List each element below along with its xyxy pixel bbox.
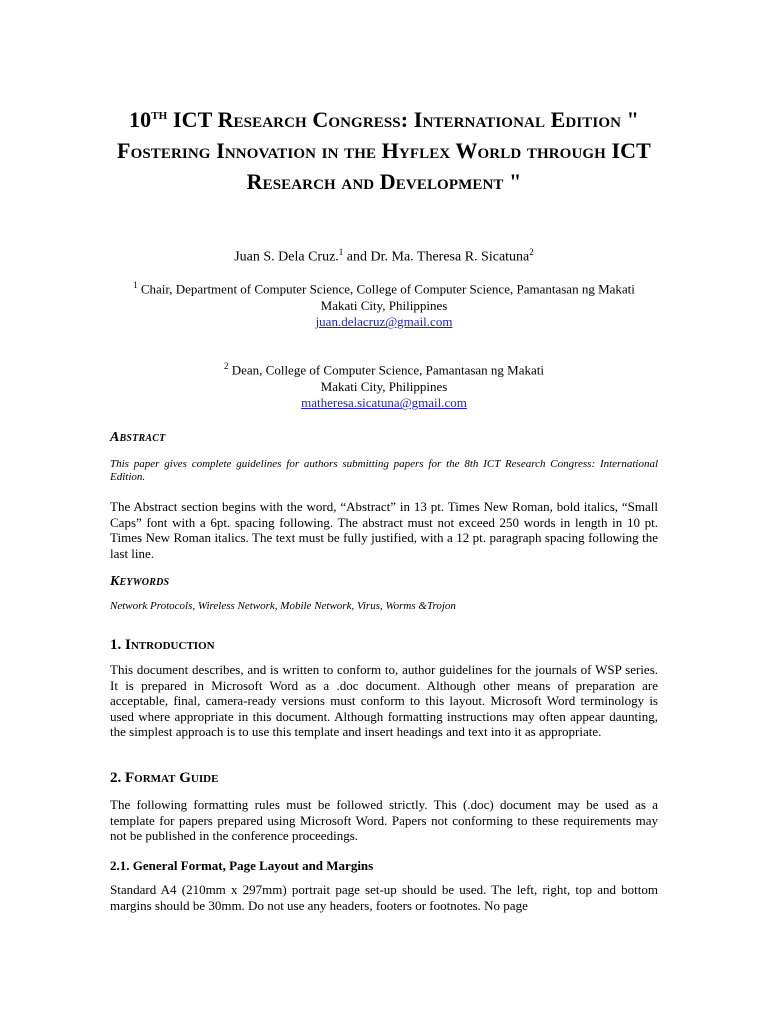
author-line (110, 243, 658, 267)
affiliation-2 (110, 358, 658, 412)
format-guide-body: The following formatting rules must be followed strictly. This (.doc) document may be used as a template for papers prepared using Microsoft Word. Papers not conforming to these requirements may not be published in the conference proceedings. (110, 797, 658, 843)
affiliation-1-line1: Chair, Department of Computer Science, College of Computer Science, Pamantasan ng Makati (137, 281, 635, 297)
author-2: and Dr. Ma. Theresa R. Sicatuna (343, 249, 530, 265)
affiliation-2-city: Makati City, Philippines (320, 378, 448, 394)
affiliation-2-dept (110, 358, 658, 379)
title-superscript: TH (151, 110, 168, 122)
introduction-body: This document describes, and is written to conform to, author guidelines for the journals of WSP series. It is prepared in Microsoft Word as a .doc document. Although other means of preparation are acceptable, final, camera-ready versions must conform to this layout. Microsoft Word terminology is used where appropriate in this document. Although formatting instructions may often appear daunting, the simplest approach is to use this template and insert headings and text into it as appropriate. (110, 662, 658, 739)
affiliation-1-sup: 1 (133, 280, 138, 290)
affiliation-1-dept (110, 277, 658, 298)
email-link-2[interactable]: matheresa.sicatuna@gmail.com (301, 395, 467, 411)
abstract-italic-text: This paper gives complete guidelines for authors submitting papers for the 8th ICT Research Congress: International Edition. (110, 458, 658, 483)
author-2-sup: 2 (529, 247, 534, 257)
abstract-heading: Abstract (110, 430, 166, 445)
keywords-heading: Keywords (110, 574, 170, 589)
affiliation-1 (110, 277, 658, 331)
email-link-1[interactable]: juan.delacruz@gmail.com (315, 314, 453, 330)
author-1-sup: 1 (338, 247, 344, 257)
format-guide-heading: 2. Format Guide (110, 770, 219, 786)
paper-title (100, 104, 668, 197)
affiliation-2-line1: Dean, College of Computer Science, Pamantasan ng Makati (228, 362, 545, 378)
title-number: 10 (129, 107, 152, 132)
title-text: ICT Research Congress: International Edition " Fostering Innovation in the Hyflex World through ICT Research and Development " (117, 107, 651, 194)
introduction-heading: 1. Introduction (110, 637, 215, 653)
abstract-body: The Abstract section begins with the word, “Abstract” in 13 pt. Times New Roman, bold italics, “Small Caps” font with a 6pt. spacing following. The abstract must not exceed 250 words in length in 10 pt. Times New Roman italics. The text must be fully justified, with a 12 pt. paragraph spacing following the last line. (110, 499, 658, 561)
affiliation-2-sup: 2 (223, 361, 229, 371)
general-format-body: Standard A4 (210mm x 297mm) portrait page set-up should be used. The left, right, top and bottom margins should be 30mm. Do not use any headers, footers or footnotes. No page (110, 882, 658, 913)
keywords-text: Network Protocols, Wireless Network, Mobile Network, Virus, Worms &Trojon (110, 600, 456, 612)
author-1: Juan S. Dela Cruz. (234, 249, 339, 265)
affiliation-1-city: Makati City, Philippines (320, 297, 448, 313)
general-format-heading: 2.1. General Format, Page Layout and Margins (110, 858, 374, 873)
